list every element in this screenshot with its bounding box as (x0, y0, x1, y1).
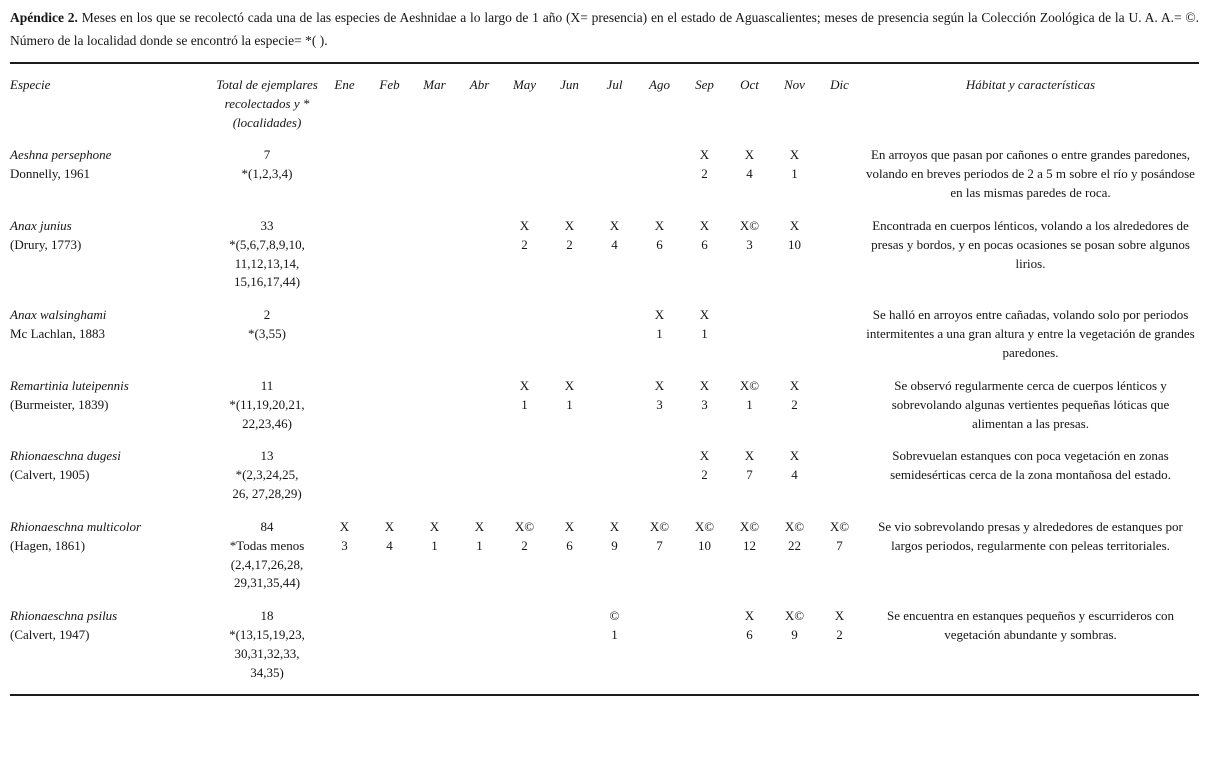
presence-mark: X (654, 307, 665, 323)
locality-number: 22 (788, 537, 801, 553)
total-line: 11,12,13,14, (234, 255, 300, 271)
month-cell-may (502, 607, 547, 608)
month-cell-abr (457, 607, 502, 608)
species-author: (Hagen, 1861) (10, 537, 86, 553)
month-cell-abr (457, 447, 502, 448)
locality-number: 1 (746, 396, 753, 412)
header-total: Total de ejemplares recolectados y *(localidades) (216, 76, 318, 130)
month-cell-oct (727, 377, 772, 415)
month-cell-feb (367, 518, 412, 556)
total-line: 13 (260, 448, 274, 464)
species-name: Rhionaeschna multicolor (10, 518, 142, 534)
presence-mark: X (789, 217, 800, 233)
presence-mark: X (699, 147, 710, 163)
locality-number: 2 (791, 396, 798, 412)
month-cell-ene (322, 146, 367, 147)
species-cell (10, 518, 212, 556)
month-cell-mar (412, 306, 457, 307)
species-cell (10, 377, 212, 415)
header-month-nov: Nov (784, 76, 805, 92)
total-cell (212, 447, 322, 504)
locality-number: 2 (521, 236, 528, 252)
locality-number: 3 (341, 537, 348, 553)
species-name: Rhionaeschna dugesi (10, 448, 121, 464)
month-cell-sep (682, 518, 727, 556)
locality-number: 7 (836, 537, 843, 553)
month-cell-oct (727, 447, 772, 485)
table-row (10, 217, 1199, 292)
species-author: (Burmeister, 1839) (10, 396, 109, 412)
month-cell-sep (682, 447, 727, 485)
presence-mark: X (789, 377, 800, 393)
month-cell-nov (772, 146, 817, 184)
presence-mark: X© (739, 518, 760, 534)
month-cell-nov (772, 607, 817, 645)
month-cell-nov (772, 447, 817, 485)
month-cell-mar (412, 518, 457, 556)
month-cell-jul (592, 447, 637, 448)
locality-number: 6 (566, 537, 573, 553)
month-cell-jul (592, 607, 637, 645)
total-cell (212, 146, 322, 184)
month-cell-sep (682, 607, 727, 608)
presence-mark: X© (739, 217, 760, 233)
locality-number: 1 (431, 537, 438, 553)
month-cell-ene (322, 607, 367, 608)
total-line: 26, 27,28,29) (232, 486, 302, 502)
month-cell-dic (817, 146, 862, 147)
month-cell-abr (457, 518, 502, 556)
presence-mark: X (339, 518, 350, 534)
month-cell-abr (457, 306, 502, 307)
month-cell-sep (682, 217, 727, 255)
month-cell-jul (592, 306, 637, 307)
month-cell-feb (367, 447, 412, 448)
month-cell-ene (322, 377, 367, 378)
month-cell-may (502, 377, 547, 415)
month-cell-ago (637, 146, 682, 147)
table-row (10, 518, 1199, 593)
total-cell (212, 306, 322, 344)
month-cell-nov (772, 217, 817, 255)
total-line: 29,31,35,44) (233, 575, 301, 591)
presence-mark: X (744, 608, 755, 624)
total-line: 7 (263, 147, 271, 163)
month-cell-dic (817, 607, 862, 645)
month-cell-may (502, 146, 547, 147)
presence-mark: X (699, 448, 710, 464)
table-header-row (10, 76, 1199, 133)
month-cell-jul (592, 217, 637, 255)
table-body (10, 146, 1199, 682)
header-especie: Especie (10, 76, 51, 92)
locality-number: 1 (611, 627, 618, 643)
total-line: 22,23,46) (242, 415, 292, 431)
header-month-may: May (512, 76, 537, 92)
presence-mark: X© (829, 518, 850, 534)
locality-number: 9 (791, 627, 798, 643)
locality-number: 2 (836, 627, 843, 643)
table-row (10, 146, 1199, 203)
month-cell-mar (412, 447, 457, 448)
month-cell-jun (547, 607, 592, 608)
month-cell-oct (727, 306, 772, 307)
presence-mark: X (564, 518, 575, 534)
month-cell-oct (727, 607, 772, 645)
table-bottom-rule (10, 694, 1199, 696)
month-cell-ago (637, 306, 682, 344)
month-cell-ene (322, 306, 367, 307)
month-cell-ago (637, 518, 682, 556)
presence-mark: X (519, 217, 530, 233)
species-name: Aeshna persephone (10, 147, 112, 163)
total-line: 33 (260, 217, 274, 233)
total-line: 15,16,17,44) (233, 274, 301, 290)
month-cell-ago (637, 217, 682, 255)
header-month-jul: Jul (606, 76, 623, 92)
locality-number: 1 (521, 396, 528, 412)
presence-mark: X (609, 518, 620, 534)
presence-mark: X (654, 377, 665, 393)
total-line: *(11,19,20,21, (229, 396, 305, 412)
presence-mark: X (744, 147, 755, 163)
presence-mark: X (384, 518, 395, 534)
total-line: 34,35) (250, 664, 284, 680)
presence-mark: X (699, 377, 710, 393)
locality-number: 6 (656, 236, 663, 252)
species-author: (Drury, 1773) (10, 236, 82, 252)
month-cell-mar (412, 607, 457, 608)
presence-mark: X (699, 307, 710, 323)
month-cell-dic (817, 217, 862, 218)
locality-number: 4 (746, 166, 753, 182)
header-month-ago: Ago (649, 76, 670, 92)
month-cell-ago (637, 377, 682, 415)
month-cell-ene (322, 447, 367, 448)
locality-number: 7 (746, 467, 753, 483)
month-cell-ene (322, 518, 367, 556)
locality-number: 1 (656, 326, 663, 342)
total-cell (212, 377, 322, 434)
locality-number: 1 (566, 396, 573, 412)
table-caption (10, 7, 1199, 53)
month-cell-abr (457, 146, 502, 147)
caption-label: Apéndice 2. (10, 10, 78, 25)
month-cell-jun (547, 306, 592, 307)
locality-number: 3 (656, 396, 663, 412)
header-month-ene: Ene (334, 76, 355, 92)
presence-mark: X (474, 518, 485, 534)
total-line: 30,31,32,33, (234, 645, 300, 661)
presence-mark: X (789, 448, 800, 464)
species-author: Mc Lachlan, 1883 (10, 326, 105, 342)
total-line: 84 (260, 518, 274, 534)
habitat-cell: Se encuentra en estanques pequeños y escurrideros con vegetación abundante y sombras. (887, 608, 1174, 643)
month-cell-jun (547, 217, 592, 255)
habitat-cell: Se vio sobrevolando presas y alrededores de estanques por largos periodos, regularmente con peleas territoriales. (878, 518, 1183, 553)
locality-number: 2 (701, 166, 708, 182)
table-row (10, 377, 1199, 434)
month-cell-may (502, 518, 547, 556)
presence-mark: X© (739, 377, 760, 393)
presence-mark: X (699, 217, 710, 233)
total-cell (212, 518, 322, 593)
month-cell-nov (772, 306, 817, 307)
species-name: Remartinia luteipennis (10, 377, 129, 393)
month-cell-ene (322, 217, 367, 218)
locality-number: 2 (701, 467, 708, 483)
locality-number: 6 (746, 627, 753, 643)
locality-number: 10 (698, 537, 711, 553)
total-line: *(13,15,19,23, (229, 627, 305, 643)
locality-number: 12 (743, 537, 756, 553)
species-cell (10, 447, 212, 485)
locality-number: 4 (791, 467, 798, 483)
total-line: 2 (263, 307, 271, 323)
presence-mark: X (564, 217, 575, 233)
month-cell-abr (457, 217, 502, 218)
total-line: *Todas menos (229, 537, 305, 553)
total-cell (212, 217, 322, 292)
month-cell-sep (682, 306, 727, 344)
species-cell (10, 146, 212, 184)
species-author: Donnelly, 1961 (10, 166, 91, 182)
month-cell-feb (367, 377, 412, 378)
total-line: 11 (260, 377, 274, 393)
locality-number: 10 (788, 236, 801, 252)
header-month-sep: Sep (695, 76, 714, 92)
locality-number: 9 (611, 537, 618, 553)
species-author: (Calvert, 1947) (10, 627, 90, 643)
month-cell-mar (412, 146, 457, 147)
total-line: *(5,6,7,8,9,10, (229, 236, 305, 252)
month-cell-dic (817, 306, 862, 307)
species-name: Anax junius (10, 217, 72, 233)
locality-number: 2 (566, 236, 573, 252)
header-habitat: Hábitat y características (965, 76, 1096, 92)
month-cell-sep (682, 377, 727, 415)
month-cell-may (502, 306, 547, 307)
total-line: (2,4,17,26,28, (230, 556, 304, 572)
month-cell-dic (817, 447, 862, 448)
locality-number: 4 (611, 236, 618, 252)
month-cell-dic (817, 377, 862, 378)
habitat-cell: Sobrevuelan estanques con poca vegetación en zonas semidesérticas cerca de la zona montañosa del estado. (890, 448, 1171, 483)
month-cell-feb (367, 146, 412, 147)
locality-number: 3 (701, 396, 708, 412)
month-cell-sep (682, 146, 727, 184)
month-cell-may (502, 447, 547, 448)
presence-mark: X© (649, 518, 670, 534)
month-cell-ago (637, 447, 682, 448)
habitat-cell: Se observó regularmente cerca de cuerpos lénticos y sobrevolando algunas vertientes pequeñas lóticas que alimentan a las presas. (891, 377, 1170, 431)
month-cell-jul (592, 518, 637, 556)
presence-mark: X (429, 518, 440, 534)
presence-mark: X (744, 448, 755, 464)
month-cell-feb (367, 306, 412, 307)
month-cell-jun (547, 518, 592, 556)
habitat-cell: Se halló en arroyos entre cañadas, volando solo por periodos intermitentes a una gran altura y entre la vegetación de grandes paredones. (866, 307, 1195, 360)
total-line: *(3,55) (248, 326, 286, 342)
presence-mark: X (519, 377, 530, 393)
header-month-feb: Feb (379, 76, 400, 92)
habitat-cell: Encontrada en cuerpos lénticos, volando a los alrededores de presas y bordos, y en pocas ocasiones se posan sobre algunos lirios. (871, 217, 1190, 271)
month-cell-dic (817, 518, 862, 556)
locality-number: 6 (701, 236, 708, 252)
month-cell-jul (592, 377, 637, 378)
header-month-abr: Abr (469, 76, 490, 92)
table-top-rule (10, 62, 1199, 64)
table-row (10, 447, 1199, 504)
total-line: 18 (260, 608, 274, 624)
header-month-mar: Mar (423, 76, 446, 92)
presence-mark: X© (784, 608, 805, 624)
caption-text: Meses en los que se recolectó cada una de las especies de Aeshnidae a lo largo de 1 año (X= presencia) en el estado de Aguascalientes; meses de presencia según la Colección Zoológica de la U. A. A.= ©. Número de la localidad donde se encontró la especie= *( ). (10, 10, 1200, 48)
presence-mark: X© (694, 518, 715, 534)
presence-mark: © (609, 608, 620, 624)
locality-number: 2 (521, 537, 528, 553)
total-cell (212, 607, 322, 682)
locality-number: 3 (746, 236, 753, 252)
total-line: *(1,2,3,4) (241, 166, 293, 182)
month-cell-oct (727, 518, 772, 556)
species-cell (10, 607, 212, 645)
presence-mark: X (564, 377, 575, 393)
presence-mark: X (789, 147, 800, 163)
month-cell-feb (367, 607, 412, 608)
species-cell (10, 306, 212, 344)
habitat-cell: En arroyos que pasan por cañones o entre grandes paredones, volando en breves periodos de 2 a 5 m sobre el río y posándose en las mismas paredes de roca. (866, 147, 1195, 201)
total-line: *(2,3,24,25, (235, 467, 299, 483)
locality-number: 1 (476, 537, 483, 553)
table-row (10, 607, 1199, 682)
month-cell-may (502, 217, 547, 255)
species-author: (Calvert, 1905) (10, 467, 90, 483)
month-cell-jul (592, 146, 637, 147)
table-row (10, 306, 1199, 363)
presence-mark: X (609, 217, 620, 233)
month-cell-jun (547, 146, 592, 147)
month-cell-nov (772, 377, 817, 415)
month-cell-ago (637, 607, 682, 608)
month-cell-abr (457, 377, 502, 378)
locality-number: 1 (791, 166, 798, 182)
locality-number: 7 (656, 537, 663, 553)
header-month-jun: Jun (560, 76, 579, 92)
month-cell-oct (727, 217, 772, 255)
species-name: Anax walsinghami (10, 307, 107, 323)
month-cell-feb (367, 217, 412, 218)
locality-number: 1 (701, 326, 708, 342)
month-cell-jun (547, 447, 592, 448)
month-cell-mar (412, 377, 457, 378)
presence-mark: X (834, 608, 845, 624)
header-month-dic: Dic (830, 76, 849, 92)
presence-mark: X© (784, 518, 805, 534)
species-name: Rhionaeschna psilus (10, 608, 118, 624)
locality-number: 4 (386, 537, 393, 553)
presence-mark: X (654, 217, 665, 233)
month-cell-nov (772, 518, 817, 556)
month-cell-oct (727, 146, 772, 184)
header-month-oct: Oct (740, 76, 759, 92)
month-cell-mar (412, 217, 457, 218)
month-cell-jun (547, 377, 592, 415)
species-cell (10, 217, 212, 255)
presence-mark: X© (514, 518, 535, 534)
